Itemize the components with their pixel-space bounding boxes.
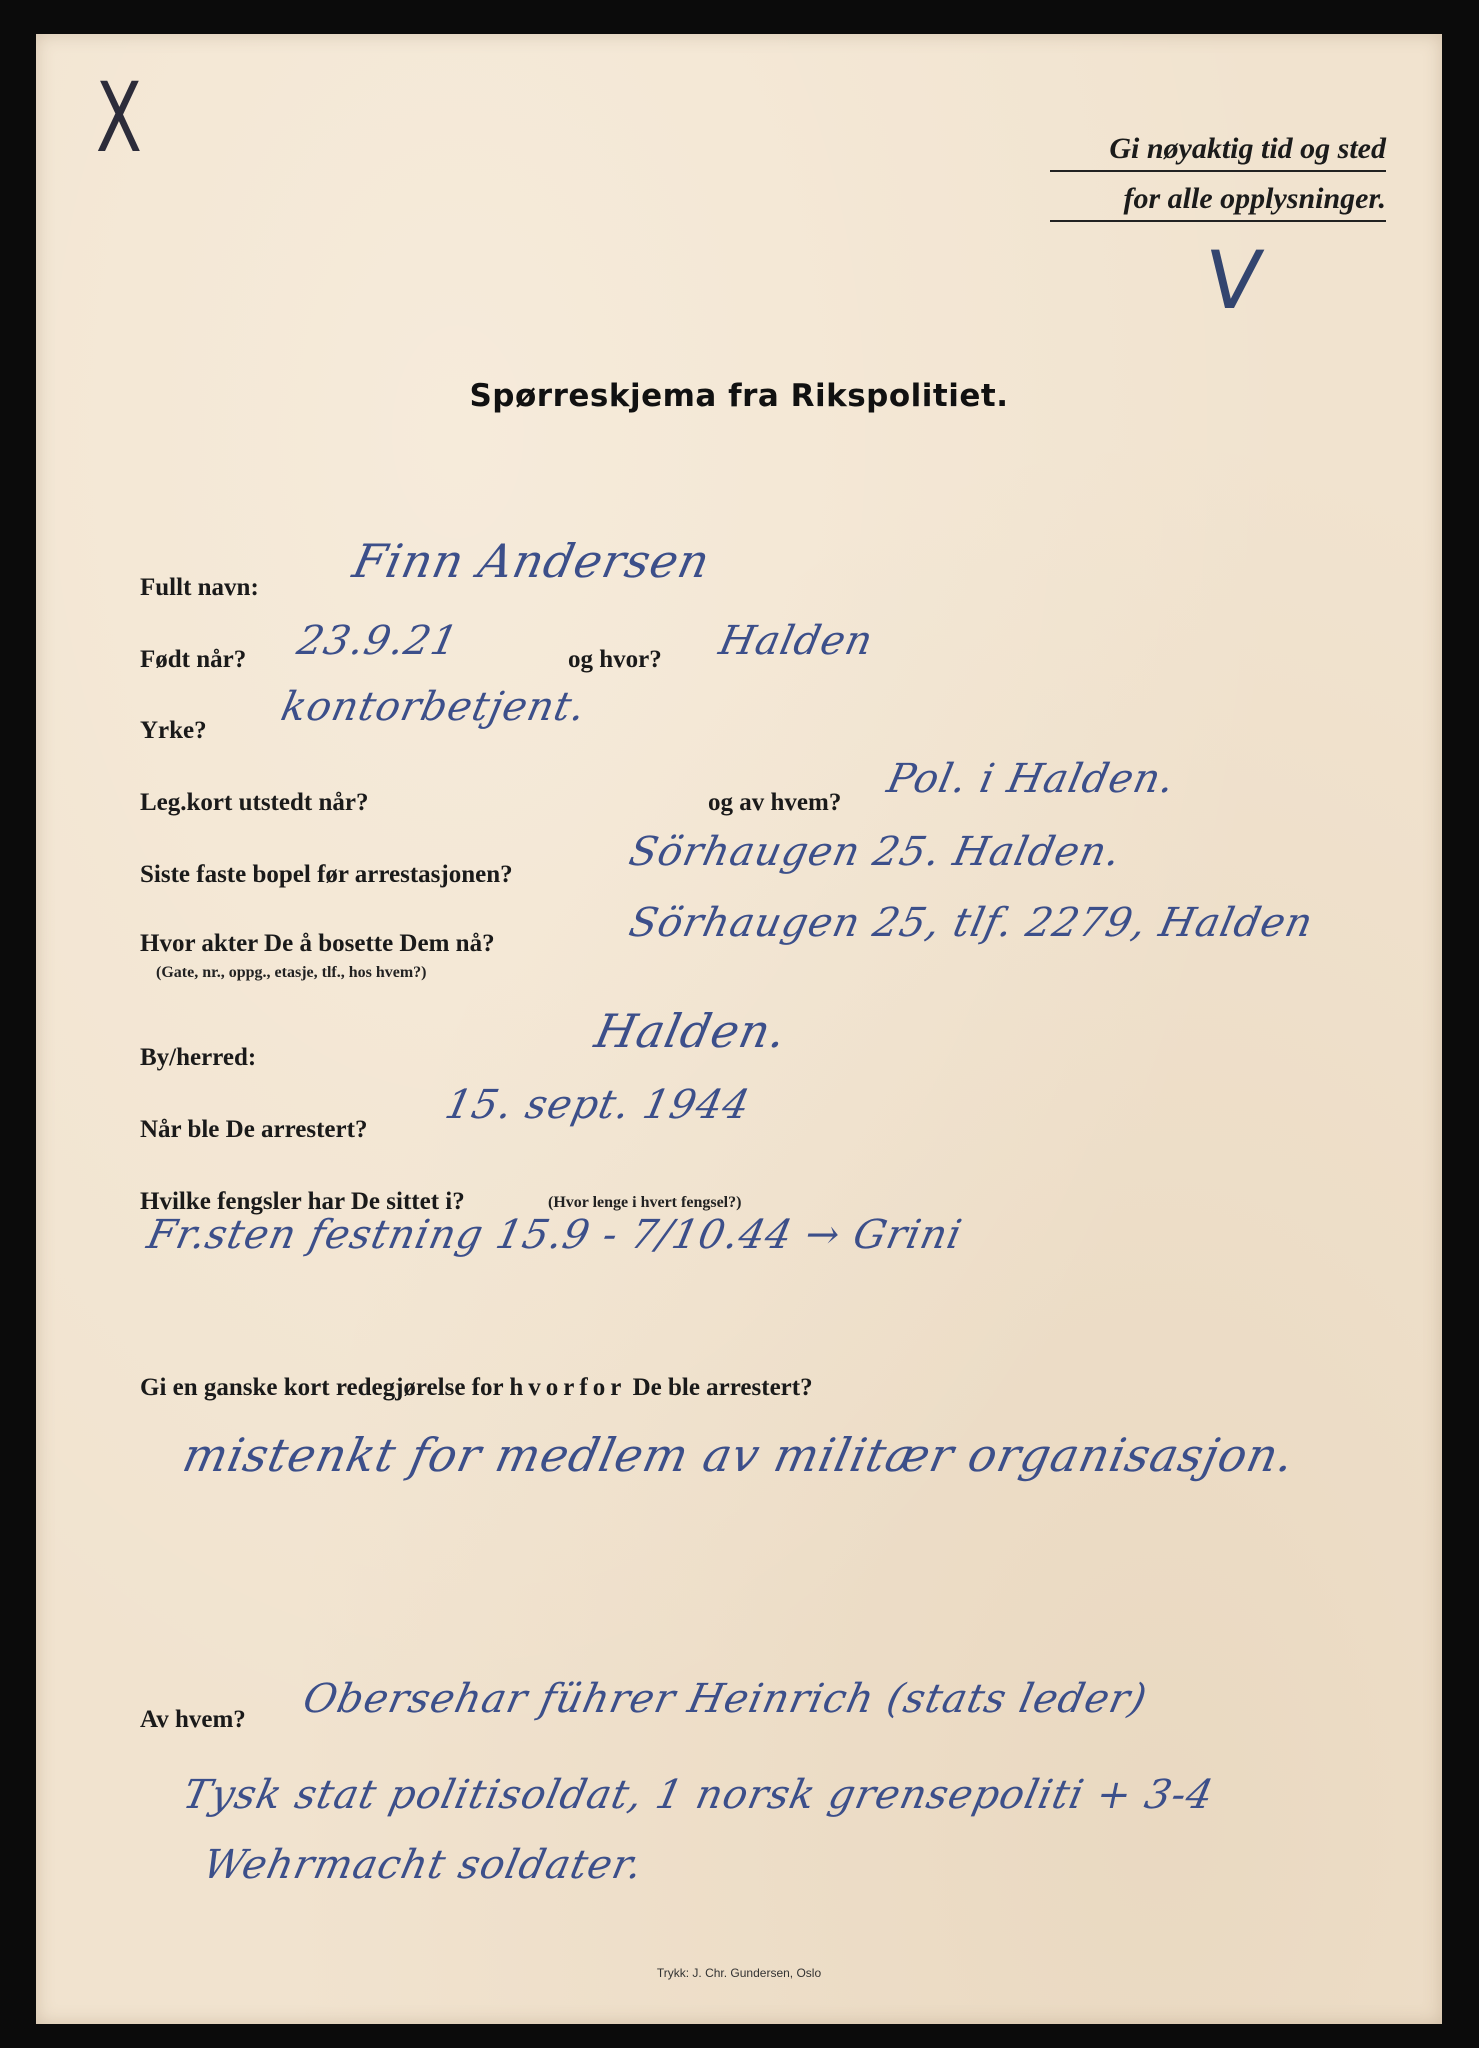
header-note-line-1: Gi nøyaktig tid og sted bbox=[1050, 132, 1386, 172]
full-name-label: Fullt navn: bbox=[140, 574, 259, 601]
occupation-label: Yrke? bbox=[140, 717, 207, 744]
form-sheet bbox=[36, 34, 1442, 2024]
future-residence-sublabel: (Gate, nr., oppg., etasje, tlf., hos hvem?) bbox=[156, 964, 427, 981]
header-instruction-note bbox=[1050, 132, 1386, 232]
born-where-value: Halden bbox=[715, 618, 878, 664]
reason-label bbox=[140, 1374, 813, 1402]
arrested-by-line-2: Tysk stat politisoldat, 1 norsk grensepoliti + 3-4 bbox=[179, 1772, 1218, 1818]
born-where-label: og hvor? bbox=[568, 646, 662, 673]
reason-label-post: De ble arrestert? bbox=[632, 1374, 813, 1401]
reason-label-emphasis: hvorfor bbox=[509, 1374, 627, 1401]
municipality-label: By/herred: bbox=[140, 1044, 257, 1071]
future-residence-label: Hvor akter De å bosette Dem nå? bbox=[140, 930, 495, 957]
id-card-issuer-value: Pol. i Halden. bbox=[883, 756, 1180, 802]
prisons-sublabel: (Hvor lenge i hvert fengsel?) bbox=[548, 1194, 742, 1211]
arrested-when-label: Når ble De arrestert? bbox=[140, 1116, 368, 1143]
printer-imprint: Trykk: J. Chr. Gundersen, Oslo bbox=[656, 1966, 822, 1980]
id-card-issuer-label: og av hvem? bbox=[708, 789, 842, 816]
id-card-issued-label: Leg.kort utstedt når? bbox=[140, 789, 369, 816]
last-residence-value: Sörhaugen 25. Halden. bbox=[625, 829, 1126, 875]
reason-label-pre: Gi en ganske kort redegjørelse for bbox=[140, 1374, 504, 1401]
arrested-when-value: 15. sept. 1944 bbox=[441, 1082, 755, 1128]
arrested-by-line-3: Wehrmacht soldater. bbox=[199, 1842, 648, 1888]
future-residence-value: Sörhaugen 25, tlf. 2279, Halden bbox=[625, 900, 1318, 946]
prisons-label: Hvilke fengsler har De sittet i? bbox=[140, 1188, 465, 1215]
prisons-value: Fr.sten festning 15.9 - 7/10.44 → Grini bbox=[143, 1212, 967, 1258]
reason-value: mistenkt for medlem av militær organisasjon. bbox=[178, 1428, 1300, 1482]
full-name-value: Finn Andersen bbox=[348, 534, 716, 588]
last-residence-label: Siste faste bopel før arrestasjonen? bbox=[140, 861, 513, 888]
corner-x-mark: X bbox=[95, 62, 142, 174]
arrested-by-line-1: Obersehar führer Heinrich (stats leder) bbox=[299, 1676, 1152, 1722]
municipality-value: Halden. bbox=[590, 1004, 792, 1058]
arrested-by-label: Av hvem? bbox=[140, 1706, 246, 1733]
form-title: Spørreskjema fra Rikspolitiet. bbox=[469, 378, 1009, 414]
header-note-line-2: for alle opplysninger. bbox=[1050, 182, 1386, 222]
born-when-label: Født når? bbox=[140, 646, 247, 673]
born-when-value: 23.9.21 bbox=[293, 618, 463, 664]
check-mark: V bbox=[1199, 234, 1268, 327]
occupation-value: kontorbetjent. bbox=[277, 684, 591, 730]
